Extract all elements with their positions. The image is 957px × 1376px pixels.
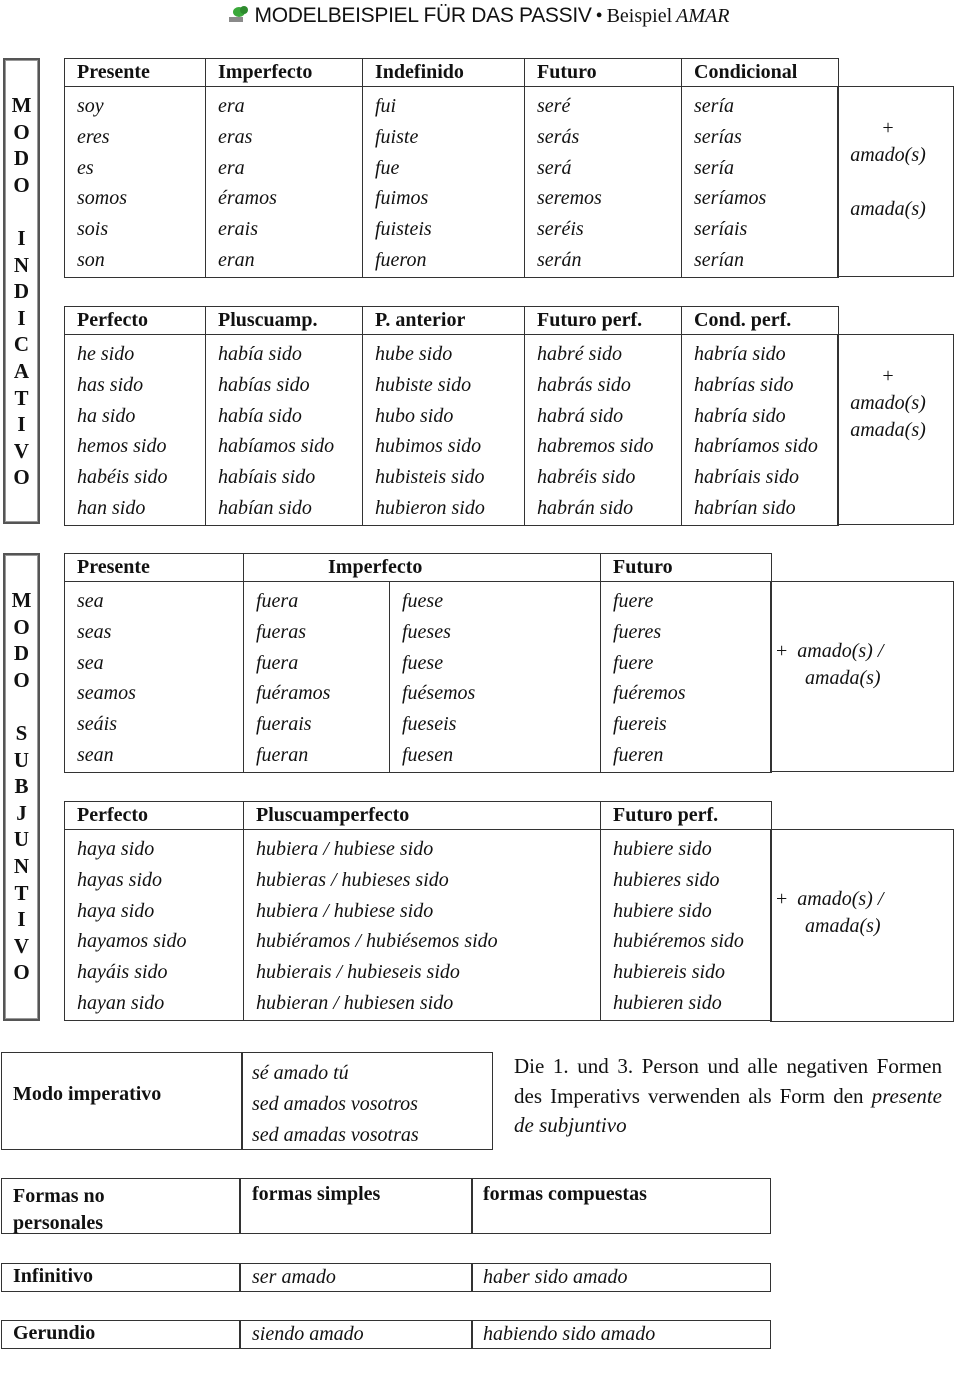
side-letter: V	[13, 933, 30, 958]
conjugation-form: había sido	[218, 404, 302, 427]
conjugation-form: habría sido	[694, 404, 786, 427]
column-header: Imperfecto	[206, 59, 363, 87]
imperativo-label: Modo imperativo	[13, 1083, 162, 1105]
suffix-masculine: amado(s)	[850, 392, 926, 414]
suffix-masculine: amado(s)	[850, 144, 926, 166]
conjugation-form: hubieren sido	[613, 991, 722, 1014]
side-letter: T	[14, 385, 29, 410]
side-letter: N	[13, 853, 30, 878]
conjugation-column	[682, 335, 839, 526]
side-letter: O	[13, 465, 30, 490]
conjugation-form: hubieras / hubieses sido	[256, 868, 449, 891]
conjugation-column	[65, 582, 244, 773]
conjugation-form: hube sido	[375, 343, 453, 365]
conjugation-form: fueses	[402, 620, 451, 643]
suffix-plus: +	[776, 888, 788, 910]
conjugation-column	[206, 87, 363, 278]
conjugation-column	[682, 87, 839, 278]
infinitivo-compound-text: haber sido amado	[483, 1266, 628, 1288]
column-header: P. anterior	[363, 307, 525, 335]
column-header: Imperfecto	[244, 554, 601, 582]
logo-icon	[228, 5, 250, 23]
conjugation-form: habíais sido	[218, 466, 316, 489]
conjugation-column	[525, 335, 682, 526]
side-letter: I	[17, 225, 26, 250]
gerundio-compound-text: habiendo sido amado	[483, 1323, 656, 1345]
conjugation-form: será	[537, 156, 572, 179]
conjugation-form: fueseis	[402, 713, 457, 736]
conjugation-form: hubiera / hubiese sido	[256, 899, 434, 922]
conjugation-form: seríamos	[694, 187, 767, 210]
conjugation-form: erais	[218, 218, 258, 241]
conjugation-column	[363, 87, 525, 278]
conjugation-form: hayas sido	[77, 868, 162, 891]
imperativo-note-text: Die 1. und 3. Person und alle negativen Formen des Imperativs verwenden als Form den	[514, 1054, 942, 1108]
side-letter: T	[14, 880, 29, 905]
conjugation-column	[601, 830, 772, 1021]
imperativo-form: sed amadas vosotras	[252, 1123, 419, 1146]
indicativo-simple-table	[64, 58, 839, 278]
conjugation-form: hubierais / hubieseis sido	[256, 961, 460, 984]
side-letter: M	[11, 588, 32, 612]
conjugation-form: hubiera / hubiese sido	[256, 838, 434, 860]
conjugation-form: es	[77, 156, 94, 179]
imperativo-box	[1, 1052, 493, 1150]
title-verb: AMAR	[676, 5, 730, 27]
conjugation-form: serías	[694, 125, 742, 148]
conjugation-form: fuera	[256, 590, 299, 612]
conjugation-form: habríais sido	[694, 466, 800, 489]
no-personales-title: Formas no personales	[13, 1185, 105, 1234]
suffix-masculine: amado(s) /	[797, 888, 884, 910]
conjugation-form: he sido	[77, 343, 135, 365]
conjugation-form: hayáis sido	[77, 961, 168, 984]
conjugation-form: fuerais	[256, 713, 312, 736]
conjugation-form: fueran	[256, 743, 309, 766]
conjugation-form: hayamos sido	[77, 930, 187, 953]
conjugation-form: fuese	[402, 590, 444, 612]
conjugation-form: fuéremos	[613, 682, 686, 705]
no-personales-header-box	[1, 1178, 771, 1234]
conjugation-form: fueren	[613, 743, 664, 766]
conjugation-form: seas	[77, 620, 112, 643]
conjugation-form: hubimos sido	[375, 435, 482, 458]
conjugation-form: hemos sido	[77, 435, 167, 458]
conjugation-form: serán	[537, 248, 582, 271]
column-header: Pluscuamperfecto	[244, 802, 601, 830]
conjugation-form: hubiéramos / hubiésemos sido	[256, 930, 498, 953]
conjugation-form: hubieran / hubiesen sido	[256, 991, 454, 1014]
conjugation-form: fueron	[375, 248, 427, 271]
subjuntivo-compound-suffix	[776, 886, 916, 940]
imperativo-note-italic: presente de subjuntivo	[514, 1083, 942, 1137]
gerundio-compound	[483, 1319, 655, 1350]
conjugation-form: fuereis	[613, 713, 667, 736]
page-title	[0, 4, 957, 34]
header-formas-compuestas: formas compuestas	[483, 1183, 647, 1205]
conjugation-form: haya sido	[77, 899, 155, 922]
conjugation-form: hubiere sido	[613, 838, 712, 860]
conjugation-form: habré sido	[537, 343, 622, 365]
conjugation-form: habéis sido	[77, 466, 168, 489]
conjugation-form: somos	[77, 187, 128, 210]
conjugation-column	[601, 582, 772, 773]
conjugation-form: fuere	[613, 651, 654, 674]
column-header: Pluscuamp.	[206, 307, 363, 335]
conjugation-form: hayan sido	[77, 991, 165, 1014]
column-header: Futuro perf.	[525, 307, 682, 335]
conjugation-form: fuisteis	[375, 218, 432, 241]
conjugation-form: serían	[694, 248, 744, 271]
side-letter: U	[13, 747, 30, 772]
column-header: Presente	[65, 554, 244, 582]
conjugation-form: hubieron sido	[375, 496, 485, 519]
column-header: Presente	[65, 59, 206, 87]
conjugation-form: hubiereis sido	[613, 961, 726, 984]
conjugation-column	[244, 582, 390, 773]
conjugation-form: fuéramos	[256, 682, 331, 705]
side-letter: O	[13, 614, 30, 639]
conjugation-column	[65, 87, 206, 278]
conjugation-form: sería	[694, 95, 734, 117]
conjugation-column	[65, 335, 206, 526]
conjugation-form: eran	[218, 248, 255, 271]
infinitivo-simple	[252, 1262, 336, 1293]
conjugation-form: sea	[77, 651, 104, 674]
conjugation-form: habíamos sido	[218, 435, 335, 458]
conjugation-form: fuera	[256, 651, 299, 674]
column-header: Condicional	[682, 59, 839, 87]
conjugation-form: hubiere sido	[613, 899, 712, 922]
imperativo-form: sé amado tú	[252, 1062, 349, 1084]
conjugation-form: han sido	[77, 496, 146, 519]
conjugation-form: sería	[694, 156, 734, 179]
side-letter	[5, 198, 38, 225]
subjuntivo-side-label	[3, 553, 40, 1021]
conjugation-form: fuere	[613, 590, 654, 612]
conjugation-form: hubiéremos sido	[613, 930, 744, 953]
conjugation-form: era	[218, 156, 245, 179]
conjugation-form: hubieres sido	[613, 868, 720, 891]
conjugation-form: seré	[537, 95, 571, 117]
conjugation-form: serás	[537, 125, 580, 148]
conjugation-form: sean	[77, 743, 114, 766]
side-letter: O	[13, 667, 30, 692]
indicativo-simple-suffix	[838, 115, 938, 223]
conjugation-form: habían sido	[218, 496, 312, 519]
column-header: Cond. perf.	[682, 307, 839, 335]
conjugation-form: haya sido	[77, 838, 155, 860]
indicativo-compound-table	[64, 306, 839, 526]
side-letter: B	[14, 774, 29, 799]
side-letter: M	[11, 93, 32, 117]
side-letter: V	[13, 438, 30, 463]
conjugation-form: fuiste	[375, 125, 419, 148]
conjugation-form: habría sido	[694, 343, 786, 365]
side-letter	[5, 693, 38, 720]
side-letter: O	[13, 119, 30, 144]
conjugation-form: habrían sido	[694, 496, 796, 519]
subjuntivo-compound-table	[64, 801, 772, 1021]
gerundio-simple	[252, 1319, 364, 1350]
column-header: Indefinido	[363, 59, 525, 87]
conjugation-form: habrás sido	[537, 373, 631, 396]
conjugation-column	[363, 335, 525, 526]
suffix-feminine: amada(s)	[805, 667, 881, 689]
title-sub: Beispiel	[606, 5, 673, 27]
conjugation-form: soy	[77, 95, 104, 117]
conjugation-form: son	[77, 248, 105, 271]
conjugation-form: has sido	[77, 373, 144, 396]
header-formas-simples: formas simples	[252, 1183, 381, 1205]
side-letter: D	[13, 146, 30, 171]
conjugation-column	[244, 830, 601, 1021]
infinitivo-compound	[483, 1262, 627, 1293]
conjugation-form: habrías sido	[694, 373, 794, 396]
subjuntivo-simple-suffix	[776, 638, 916, 692]
conjugation-form: fueras	[256, 620, 306, 643]
conjugation-form: fueres	[613, 620, 662, 643]
conjugation-form: habremos sido	[537, 435, 654, 458]
gerundio-simple-text: siendo amado	[252, 1323, 364, 1345]
infinitivo-label: Infinitivo	[13, 1265, 94, 1287]
side-letter: O	[13, 960, 30, 985]
conjugation-form: eres	[77, 125, 110, 148]
title-bullet: •	[595, 5, 603, 27]
conjugation-form: fuésemos	[402, 682, 476, 705]
conjugation-form: era	[218, 95, 245, 117]
side-letter: D	[13, 641, 30, 666]
conjugation-form: seréis	[537, 218, 584, 241]
gerundio-row	[1, 1320, 771, 1349]
imperativo-forms	[252, 1058, 419, 1150]
conjugation-form: fuesen	[402, 743, 454, 766]
column-header: Perfecto	[65, 802, 244, 830]
conjugation-form: seáis	[77, 713, 117, 736]
imperativo-form: sed amados vosotros	[252, 1092, 418, 1115]
indicativo-compound-suffix	[838, 363, 938, 444]
suffix-plus: +	[882, 117, 894, 139]
side-letter: U	[13, 827, 30, 852]
suffix-plus: +	[882, 365, 894, 387]
conjugation-form: éramos	[218, 187, 277, 210]
conjugation-column	[65, 830, 244, 1021]
conjugation-column	[206, 335, 363, 526]
side-letter: I	[17, 412, 26, 437]
suffix-feminine: amada(s)	[850, 419, 926, 441]
conjugation-column	[525, 87, 682, 278]
infinitivo-simple-text: ser amado	[252, 1266, 336, 1288]
conjugation-column	[390, 582, 601, 773]
infinitivo-row	[1, 1263, 771, 1292]
suffix-plus: +	[776, 640, 788, 662]
side-letter: O	[13, 172, 30, 197]
column-header: Futuro	[525, 59, 682, 87]
conjugation-form: seremos	[537, 187, 602, 210]
imperativo-note	[514, 1052, 942, 1141]
gerundio-label: Gerundio	[13, 1322, 96, 1344]
conjugation-form: había sido	[218, 343, 302, 365]
conjugation-form: hubo sido	[375, 404, 454, 427]
column-header: Perfecto	[65, 307, 206, 335]
conjugation-form: habréis sido	[537, 466, 636, 489]
conjugation-form: habrán sido	[537, 496, 634, 519]
conjugation-form: ha sido	[77, 404, 136, 427]
side-letter: I	[17, 907, 26, 932]
conjugation-form: seríais	[694, 218, 748, 241]
side-letter: S	[15, 720, 28, 745]
suffix-masculine: amado(s) /	[797, 640, 884, 662]
title-main: MODELBEISPIEL FÜR DAS PASSIV	[254, 4, 592, 27]
conjugation-form: hubiste sido	[375, 373, 472, 396]
conjugation-form: fuese	[402, 651, 444, 674]
subjuntivo-simple-table	[64, 553, 772, 773]
side-letter: A	[13, 358, 30, 383]
column-header: Futuro perf.	[601, 802, 772, 830]
conjugation-form: eras	[218, 125, 253, 148]
indicativo-side-label	[3, 58, 40, 524]
conjugation-form: hubisteis sido	[375, 466, 485, 489]
conjugation-form: habrá sido	[537, 404, 624, 427]
side-letter: I	[17, 305, 26, 330]
side-letter: D	[13, 279, 30, 304]
column-header: Futuro	[601, 554, 772, 582]
conjugation-form: fuimos	[375, 187, 429, 210]
side-letter: N	[13, 252, 30, 277]
side-letter: J	[16, 800, 27, 825]
conjugation-form: habríamos sido	[694, 435, 818, 458]
conjugation-form: fue	[375, 156, 400, 179]
side-letter: C	[13, 332, 30, 357]
conjugation-form: sea	[77, 590, 104, 612]
conjugation-form: habías sido	[218, 373, 310, 396]
conjugation-form: seamos	[77, 682, 136, 705]
suffix-feminine: amada(s)	[850, 198, 926, 220]
suffix-feminine: amada(s)	[805, 915, 881, 937]
conjugation-form: fui	[375, 95, 397, 117]
conjugation-form: sois	[77, 218, 109, 241]
